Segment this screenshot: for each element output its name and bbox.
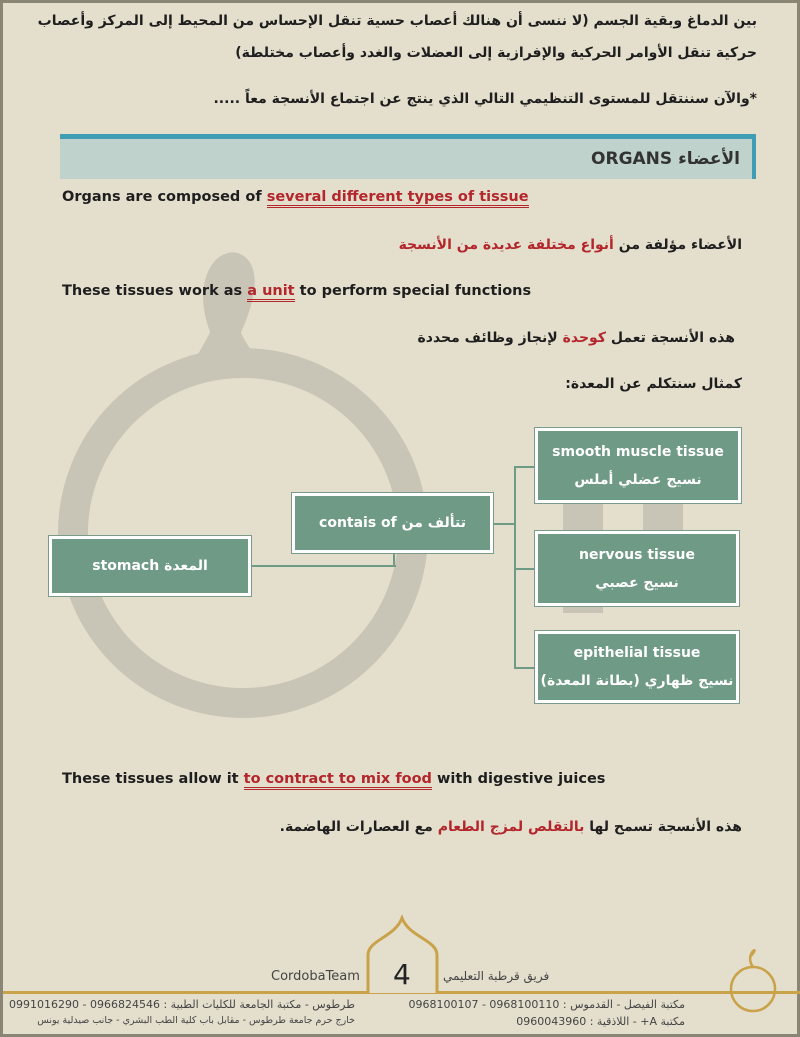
intro-line-3: *والآن سننتقل للمستوى التنظيمي التالي الذي ينتج عن اجتماع الأنسجة معاً ..... — [213, 91, 757, 107]
intro-line-1: بين الدماغ وبقية الجسم (لا ننسى أن هنالك أعصاب حسية تنقل الإحساس من المحيط إلى المركز وأعصاب — [37, 13, 757, 29]
connector — [393, 551, 395, 566]
intro-line-2: حركية تنقل الأوامر الحركية والإفرازية إلى العضلات والغدد وأعصاب مختلطة) — [235, 45, 757, 61]
contract-sentence: These tissues allow it to contract to mix food with digestive juices — [62, 771, 605, 787]
connector — [251, 565, 396, 567]
connector — [514, 667, 536, 669]
tissue-box-nervous: nervous tissue نسيج عصبي — [535, 531, 739, 606]
connector — [514, 466, 536, 468]
team-name-en: CordobaTeam — [271, 969, 360, 984]
stomach-box: stomach المعدة — [49, 536, 251, 596]
footer-left-2: خارج حرم جامعة طرطوس - مقابل باب كلية الطب البشري - جانب صيدلية يونس — [37, 1015, 355, 1026]
team-name-ar: فريق قرطبة التعليمي — [443, 969, 550, 983]
connector — [514, 466, 516, 668]
contains-box: contais of تتألف من — [292, 493, 493, 553]
tissue-box-smooth-muscle: smooth muscle tissue نسيج عضلي أملس — [535, 428, 741, 503]
section-title: الأعضاء ORGANS — [591, 149, 740, 169]
cordoba-logo — [728, 943, 778, 1015]
tissue-box-epithelial: epithelial tissue نسيج ظهاري (بطانة المعدة) — [535, 631, 739, 703]
footer-right-2: مكتبة A+ - اللاذقية : 0960043960 — [516, 1015, 685, 1028]
contract-sentence-ar: هذه الأنسجة تسمح لها بالتقلص لمزج الطعام مع العصارات الهاضمة. — [279, 819, 742, 835]
unit-sentence-ar: هذه الأنسجة تعمل كوحدة لإنجاز وظائف محددة — [417, 330, 735, 346]
organs-sentence: Organs are composed of several different types of tissue — [62, 189, 529, 205]
organs-sentence-ar: الأعضاء مؤلفة من أنواع مختلفة عديدة من الأنسجة — [398, 237, 742, 253]
footer-left-1: طرطوس - مكتبة الجامعة للكليات الطبية : 0966824546 - 0991016290 — [9, 998, 355, 1011]
page-number: 4 — [393, 958, 411, 991]
connector — [514, 568, 536, 570]
example-sentence-ar: كمثال سنتكلم عن المعدة: — [565, 376, 742, 392]
section-header — [60, 134, 756, 179]
footer-right-1: مكتبة الفيصل - القدموس : 0968100110 - 0968100107 — [408, 998, 685, 1011]
unit-sentence: These tissues work as a unit to perform special functions — [62, 283, 531, 299]
connector — [493, 523, 515, 525]
